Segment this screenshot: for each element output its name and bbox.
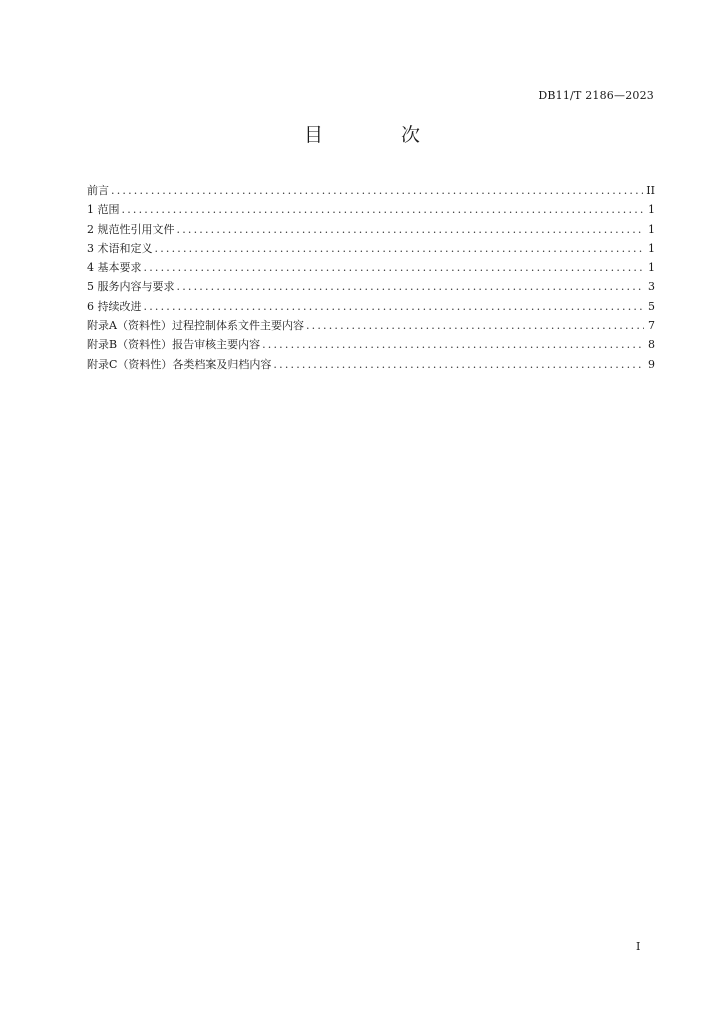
toc-entry-preface[interactable] [87,181,655,200]
toc-leader-dots [111,181,643,200]
toc-leader-dots [144,297,645,316]
toc-entry-label: 2 规范性引用文件 [87,222,175,236]
toc-entry-continuous-improvement[interactable] [87,297,655,316]
toc-title: 目 次 [303,124,457,146]
toc-leader-dots [144,258,645,277]
toc-entry-label: 附录B（资料性）报告审核主要内容 [87,338,261,352]
toc-leader-dots [306,316,644,335]
toc-leader-dots [273,355,644,374]
toc-entry-label: 附录A（资料性）过程控制体系文件主要内容 [87,319,304,333]
toc-entry-basic-requirements[interactable] [87,258,655,277]
toc-leader-dots [122,200,645,219]
toc-entry-service-content[interactable] [87,277,655,296]
toc-entry-label: 1 范围 [87,203,120,217]
page-number: I [636,940,641,953]
standard-code: DB11/T 2186—2023 [538,89,654,102]
toc-entry-appendix-b[interactable] [87,335,655,354]
toc-entry-page: 5 [648,299,655,313]
toc-entry-normative-references[interactable] [87,220,655,239]
toc-entry-page: 1 [648,241,655,255]
table-of-contents [87,181,655,374]
toc-leader-dots [177,277,645,296]
toc-leader-dots [155,239,645,258]
toc-entry-label: 3 术语和定义 [87,241,153,255]
toc-entry-label: 4 基本要求 [87,261,142,275]
toc-entry-page: 9 [648,357,655,371]
toc-entry-label: 前言 [87,184,109,197]
toc-entry-page: 7 [648,319,655,333]
toc-leader-dots [262,335,644,354]
toc-entry-appendix-a[interactable] [87,316,655,335]
toc-entry-label: 附录C（资料性）各类档案及归档内容 [87,357,272,371]
toc-entry-page: 1 [648,261,655,275]
toc-entry-scope[interactable] [87,200,655,219]
toc-entry-page: 1 [648,222,655,236]
toc-entry-page: II [646,184,655,197]
toc-entry-page: 3 [648,280,655,294]
toc-entry-label: 6 持续改进 [87,299,142,313]
toc-leader-dots [177,220,645,239]
toc-entry-appendix-c[interactable] [87,355,655,374]
toc-entry-label: 5 服务内容与要求 [87,280,175,294]
toc-entry-page: 8 [648,338,655,352]
toc-entry-terms-definitions[interactable] [87,239,655,258]
toc-entry-page: 1 [648,203,655,217]
